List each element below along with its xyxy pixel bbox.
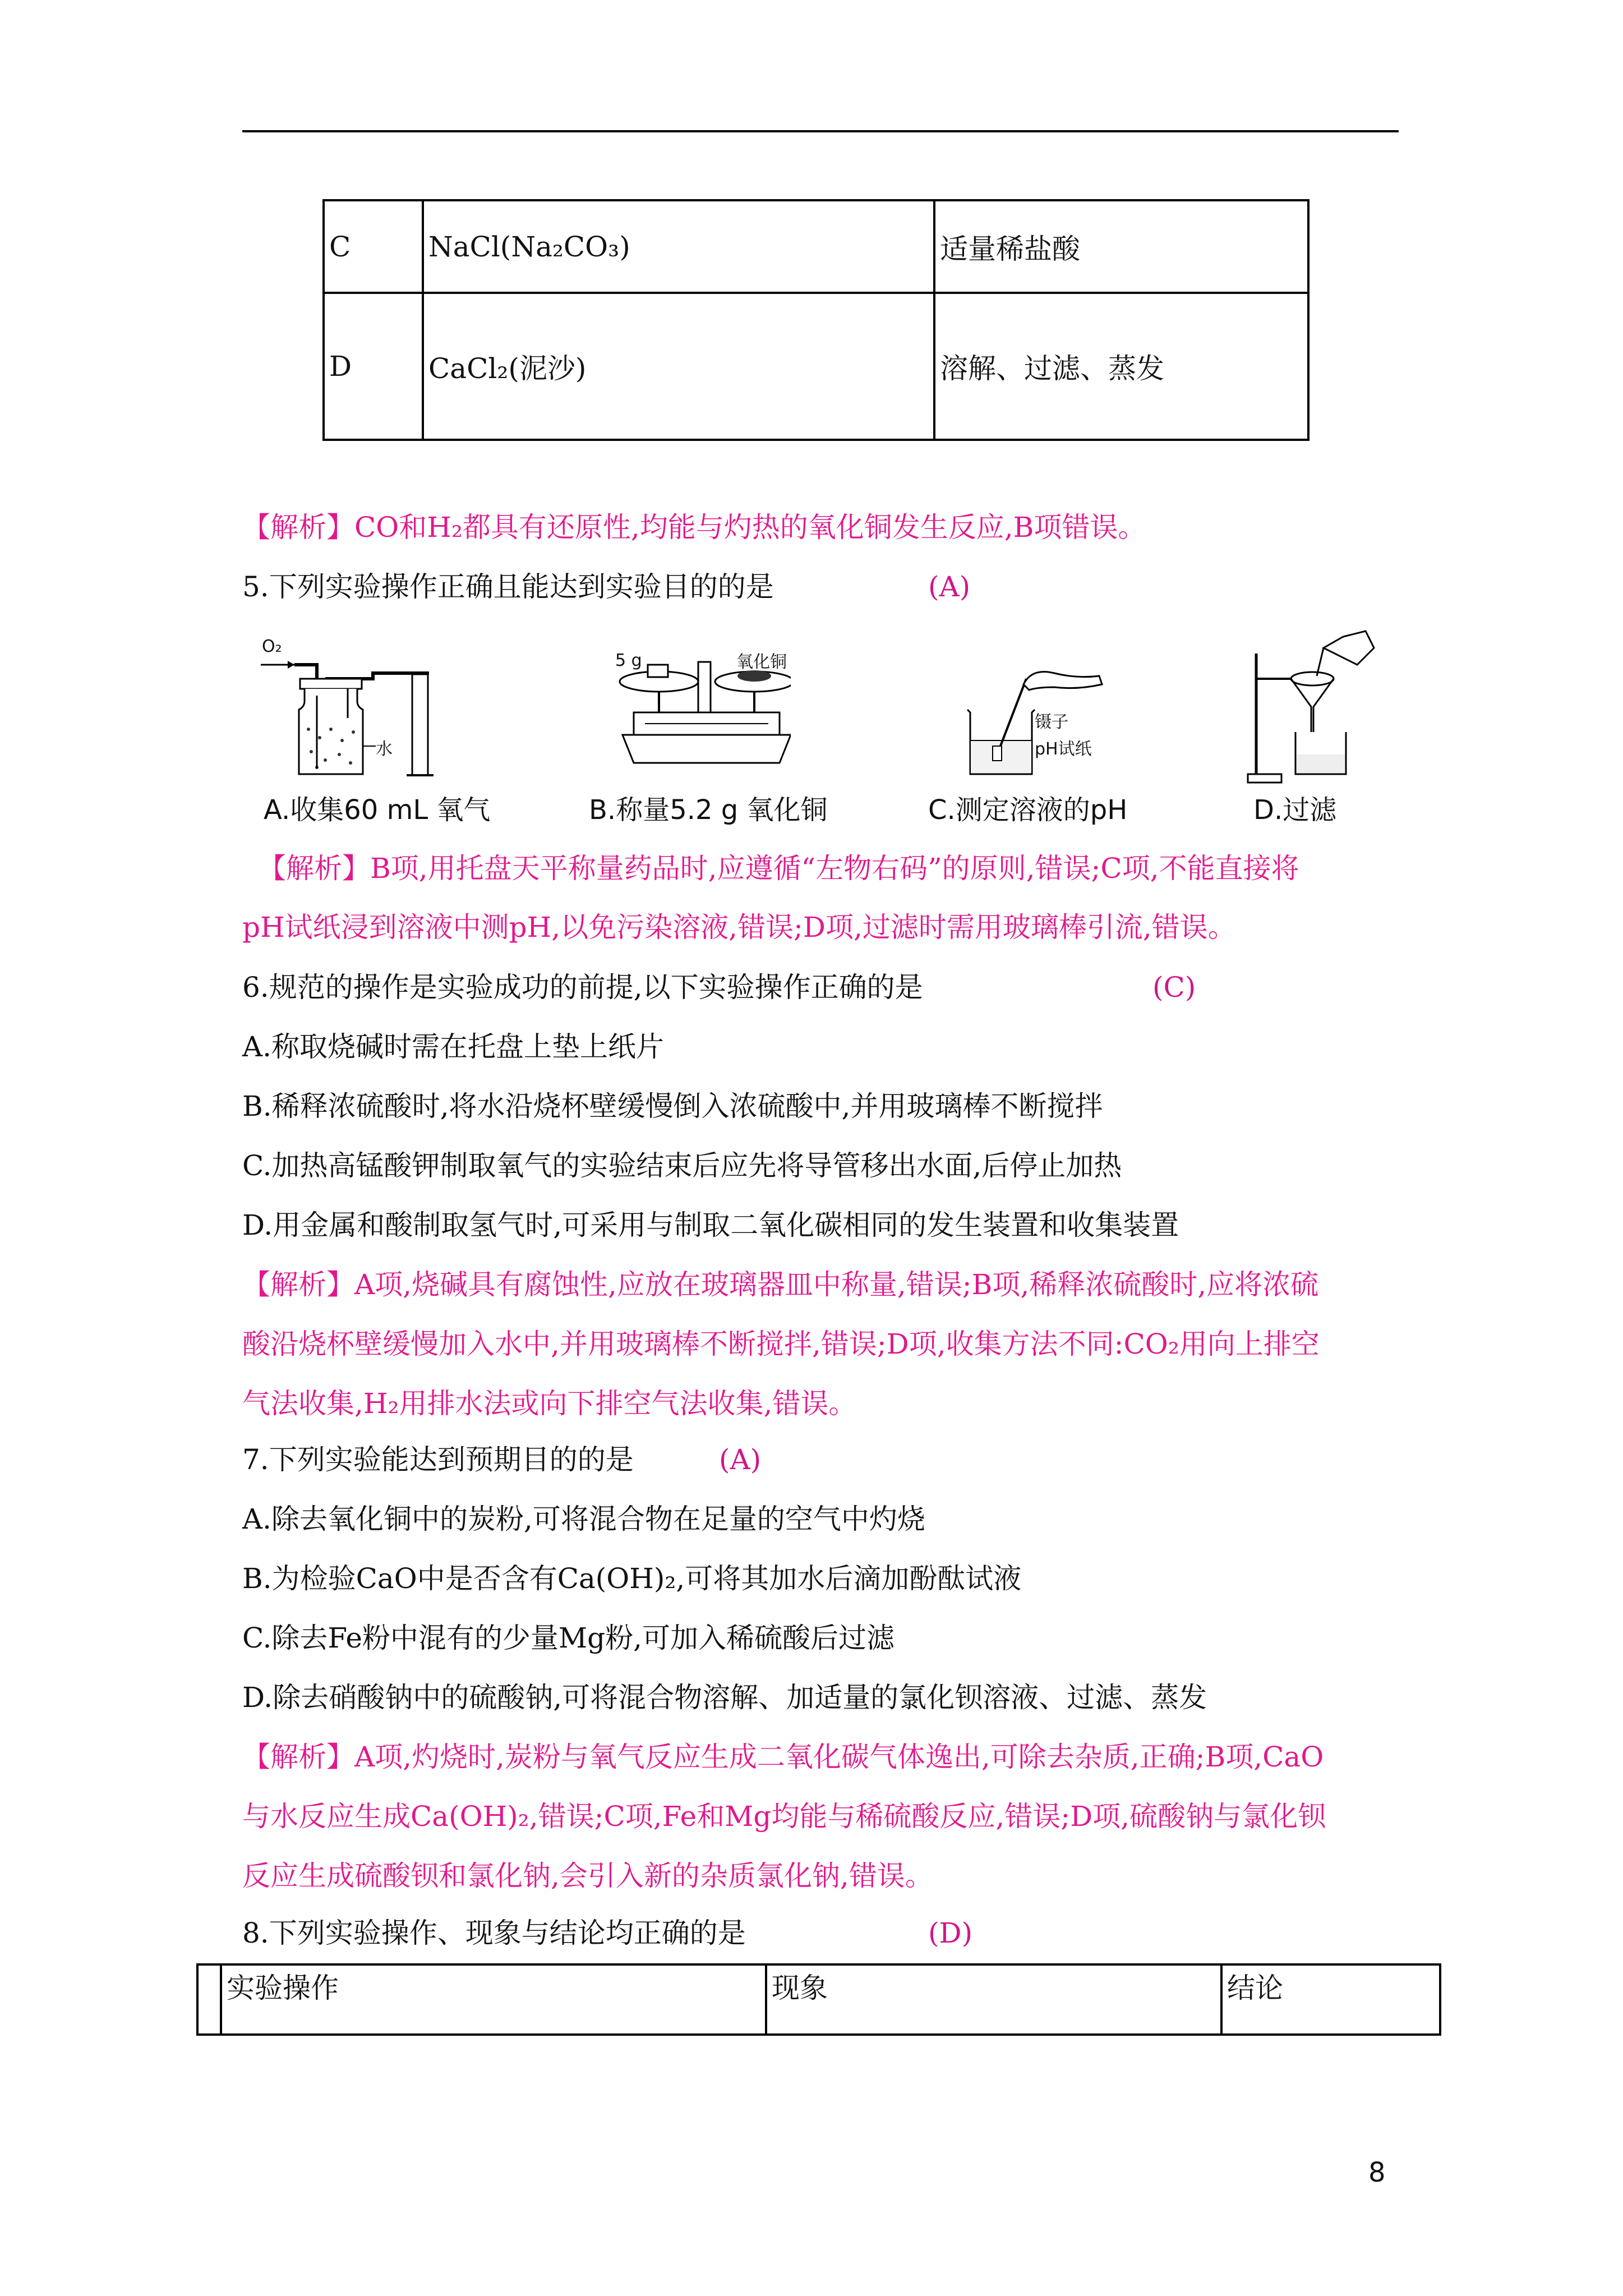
table-cell: NaCl(Na₂CO₃) <box>423 200 934 293</box>
figure-b-copper-oxide-label: 氧化铜 <box>736 652 787 672</box>
analysis-q6-line2: 酸沿烧杯壁缓慢加入水中,并用玻璃棒不断搅拌,错误;D项,收集方法不同:CO₂用向上排空 <box>242 1328 1320 1360</box>
analysis-q7-line2: 与水反应生成Ca(OH)₂,错误;C项,Fe和Mg均能与稀硫酸反应,错误;D项,硫酸钠与氯化钡 <box>242 1800 1326 1833</box>
question-7-option-c: C.除去Fe粉中混有的少量Mg粉,可加入稀硫酸后过滤 <box>242 1622 895 1654</box>
table-header-cell: 实验操作 <box>221 1964 766 2035</box>
analysis-text: A项,烧碱具有腐蚀性,应放在玻璃器皿中称量,错误;B项,稀释浓硫酸时,应将浓硫 <box>354 1268 1319 1301</box>
table-cell: 溶解、过滤、蒸发 <box>934 293 1308 440</box>
table-cell <box>197 1964 221 2035</box>
table-cell: CaCl₂(泥沙) <box>423 293 934 440</box>
analysis-text: A项,灼烧时,炭粉与氧气反应生成二氧化碳气体逸出,可除去杂质,正确;B项,CaO <box>354 1741 1324 1773</box>
question-7-option-a: A.除去氧化铜中的炭粉,可将混合物在足量的空气中灼烧 <box>242 1503 925 1535</box>
figure-a-gas-collection <box>255 639 440 785</box>
table-cell: D <box>324 293 423 440</box>
question-7-stem: 7.下列实验能达到预期目的的是 <box>242 1443 634 1476</box>
question-6-stem: 6.规范的操作是实验成功的前提,以下实验操作正确的是 <box>242 971 923 1004</box>
table-cell: C <box>324 200 423 293</box>
header-rule <box>242 130 1399 132</box>
analysis-q7-line1 <box>242 1740 1324 1774</box>
question-7-answer: (A) <box>719 1443 762 1476</box>
question-7-option-d: D.除去硝酸钠中的硫酸钠,可将混合物溶解、加适量的氯化钡溶液、过滤、蒸发 <box>242 1681 1207 1714</box>
question-6-option-b: B.稀释浓硫酸时,将水沿烧杯壁缓慢倒入浓硫酸中,并用玻璃棒不断搅拌 <box>242 1090 1103 1122</box>
analysis-label: 【解析】 <box>258 852 370 885</box>
question-6-option-d: D.用金属和酸制取氢气时,可采用与制取二氧化碳相同的发生装置和收集装置 <box>242 1209 1179 1241</box>
analysis-q5-line1 <box>258 852 1299 885</box>
table-row <box>324 293 1308 440</box>
question-7-option-b: B.为检验CaO中是否含有Ca(OH)₂,可将其加水后滴加酚酞试液 <box>242 1562 1022 1595</box>
analysis-label: 【解析】 <box>242 1268 354 1301</box>
analysis-text: CO和H₂都具有还原性,均能与灼热的氧化铜发生反应,B项错误。 <box>354 511 1146 544</box>
question-6-option-a: A.称取烧碱时需在托盘上垫上纸片 <box>242 1030 665 1063</box>
table-header-cell: 结论 <box>1221 1964 1440 2035</box>
analysis-text: B项,用托盘天平称量药品时,应遵循“左物右码”的原则,错误;C项,不能直接将 <box>370 852 1299 885</box>
question-8-answer: (D) <box>928 1917 973 1949</box>
table-row <box>324 200 1308 293</box>
table-cell: 适量稀盐酸 <box>934 200 1308 293</box>
question-6-answer: (C) <box>1152 971 1196 1004</box>
analysis-label: 【解析】 <box>242 1741 354 1773</box>
analysis-q6-line1 <box>242 1268 1318 1301</box>
analysis-label: 【解析】 <box>242 511 354 544</box>
table-top <box>322 199 1310 441</box>
figure-d-filtration <box>1245 623 1396 785</box>
figure-a-caption: A.收集60 mL 氧气 <box>264 794 491 826</box>
question-5-stem: 5.下列实验操作正确且能达到实验目的的是 <box>242 570 774 603</box>
analysis-q4 <box>242 510 1146 544</box>
table-header-cell: 现象 <box>766 1964 1221 2035</box>
analysis-q7-line3: 反应生成硫酸钡和氯化钠,会引入新的杂质氯化钠,错误。 <box>242 1860 933 1892</box>
page-number: 8 <box>1368 2157 1386 2188</box>
figure-c-tweezers-label: 镊子 <box>1035 712 1068 732</box>
figure-c-ph-paper-label: pH试纸 <box>1035 739 1092 759</box>
question-8-stem: 8.下列实验操作、现象与结论均正确的是 <box>242 1917 746 1949</box>
table-q8 <box>196 1963 1441 2036</box>
question-6-option-c: C.加热高锰酸钾制取氧气的实验结束后应先将导管移出水面,后停止加热 <box>242 1149 1122 1182</box>
analysis-q5-line2: pH试纸浸到溶液中测pH,以免污染溶液,错误;D项,过滤时需用玻璃棒引流,错误。 <box>242 911 1236 944</box>
figure-c-caption: C.测定溶液的pH <box>928 794 1128 826</box>
analysis-q6-line3: 气法收集,H₂用排水法或向下排空气法收集,错误。 <box>242 1387 857 1420</box>
figure-a-water-label: 水 <box>376 739 393 759</box>
question-5-answer: (A) <box>928 570 971 603</box>
figure-b-caption: B.称量5.2 g 氧化铜 <box>589 794 828 826</box>
figure-b-weight-label: 5 g <box>615 651 642 670</box>
table-header-row <box>197 1964 1440 2035</box>
figure-a-o2-label: O₂ <box>262 637 282 656</box>
figure-d-caption: D.过滤 <box>1253 794 1337 826</box>
